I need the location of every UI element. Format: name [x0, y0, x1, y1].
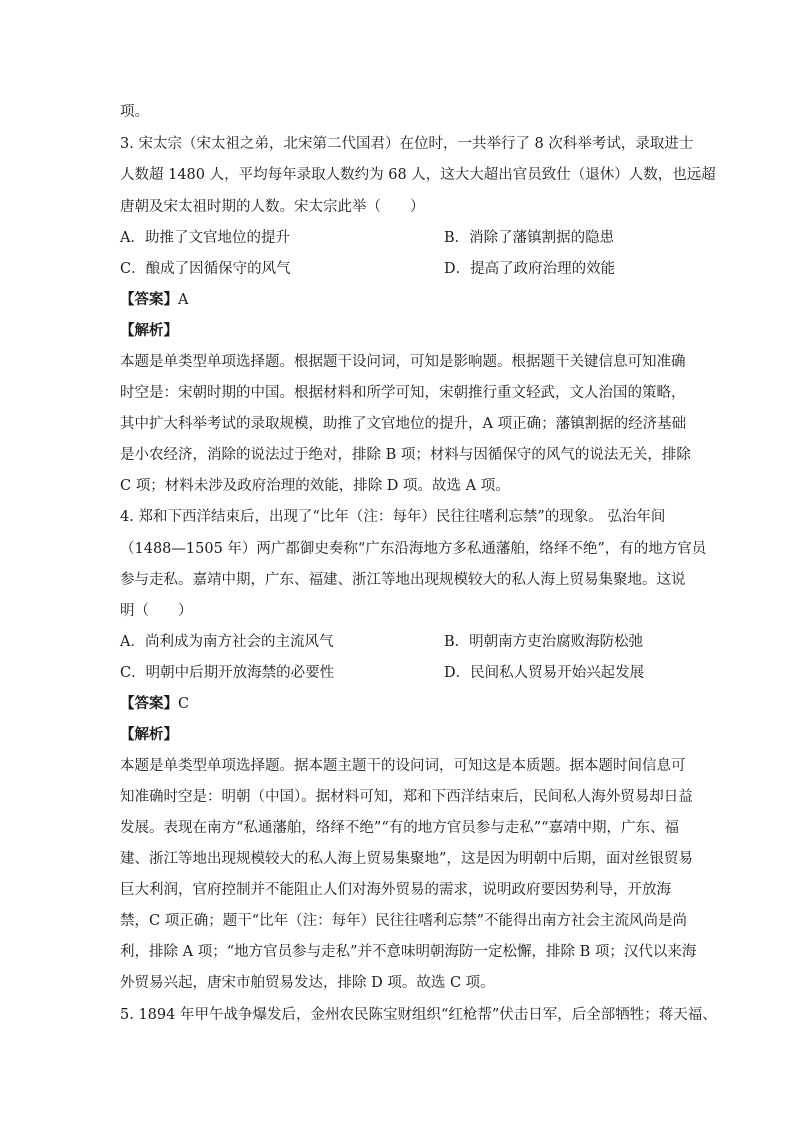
q3-answer-tag: 【答案】	[120, 291, 178, 308]
q4-answer-value: C	[178, 696, 190, 712]
q4-option-d: D．民间私人贸易开始兴起发展	[444, 665, 645, 681]
q4-option-c: C．明朝中后期开放海禁的必要性	[120, 665, 335, 681]
q4-analysis-tag: 【解析】	[120, 726, 178, 743]
q3-stem-line-2: 人数超 1480 人，平均每年录取人数约为 68 人，这大大超出官员致仕（退休）人数，也远超	[120, 167, 716, 183]
q4-analysis-line-2: 知准确时空是：明朝（中国）。据材料可知，郑和下西洋结束后，民间私人海外贸易却日益	[120, 789, 693, 805]
q5-stem-line-1: 5. 1894 年甲午战争爆发后，金州农民陈宝财组织“红枪帮”伏击日军，后全部牺牲；蒋天福、	[120, 1007, 717, 1023]
q4-analysis-line-6: 禁，C 项正确；题干“比年（注：每年）民往往嗜利忘禁”不能得出南方社会主流风尚是尚	[120, 913, 688, 929]
q4-stem-line-4: 明（ ）	[120, 603, 193, 619]
q3-analysis-line-3: 其中扩大科举考试的录取规模，助推了文官地位的提升，A 项正确；藩镇割据的经济基础	[120, 416, 687, 432]
q4-analysis-line-8: 外贸易兴起，唐宋市舶贸易发达，排除 D 项。故选 C 项。	[120, 975, 495, 991]
q4-option-a: A．尚利成为南方社会的主流风气	[120, 634, 334, 650]
q4-stem-line-1: 4. 郑和下西洋结束后，出现了“比年（注：每年）民往往嗜利忘禁”的现象。 弘治年间	[120, 509, 666, 525]
q2-tail: 项。	[120, 104, 149, 120]
q4-answer	[120, 694, 189, 714]
q3-answer-value: A	[178, 292, 189, 308]
q4-option-b: B．明朝南方吏治腐败海防松弛	[444, 634, 644, 650]
q3-option-d: D．提高了政府治理的效能	[444, 261, 616, 277]
q3-analysis-tag: 【解析】	[120, 322, 178, 339]
q4-analysis-line-5: 巨大利润，官府控制并不能阻止人们对海外贸易的需求，说明政府要因势利导，开放海	[120, 882, 671, 898]
q3-analysis-line-5: C 项；材料未涉及政府治理的效能，排除 D 项。故选 A 项。	[120, 478, 510, 494]
q3-option-a: A．助推了文官地位的提升	[120, 230, 290, 246]
q3-stem-line-1: 3. 宋太宗（宋太祖之弟，北宋第二代国君）在位时，一共举行了 8 次科举考试，录取进士	[120, 136, 694, 152]
q3-option-c: C．酿成了因循保守的风气	[120, 261, 291, 277]
q4-stem-line-2: （1488—1505 年）两广都御史奏称“广东沿海地方多私通藩舶，络绎不绝”，有的地方官员	[120, 541, 707, 557]
q4-stem-line-3: 参与走私。嘉靖中期，广东、福建、浙江等地出现规模较大的私人海上贸易集聚地。这说	[120, 572, 686, 588]
q4-answer-tag: 【答案】	[120, 695, 178, 712]
q3-option-b: B．消除了藩镇割据的隐患	[444, 230, 615, 246]
q4-analysis-line-3: 发展。表现在南方“私通藩舶，络绎不绝”“有的地方官员参与走私”“嘉靖中期，广东、福	[120, 820, 680, 836]
q3-analysis-line-2: 时空是：宋朝时期的中国。根据材料和所学可知，宋朝推行重文轻武，文人治国的策略，	[120, 385, 686, 401]
q4-analysis-line-1: 本题是单类型单项选择题。据本题主题干的设问词，可知这是本质题。据本题时间信息可	[120, 758, 686, 774]
q4-analysis-line-7: 利，排除 A 项；“地方官员参与走私”并不意味明朝海防一定松懈，排除 B 项；汉代以来海	[120, 944, 697, 960]
q3-analysis-line-4: 是小农经济，消除的说法过于绝对，排除 B 项；材料与因循保守的风气的说法无关，排除	[120, 447, 691, 463]
q3-stem-line-3: 唐朝及宋太祖时期的人数。宋太宗此举（ ）	[120, 199, 425, 215]
q4-analysis-line-4: 建、浙江等地出现规模较大的私人海上贸易集聚地”，这是因为明朝中后期，面对丝银贸易	[120, 851, 693, 867]
q3-analysis-line-1: 本题是单类型单项选择题。根据题干设问词，可知是影响题。根据题干关键信息可知准确	[120, 354, 686, 370]
q3-answer	[120, 290, 188, 310]
